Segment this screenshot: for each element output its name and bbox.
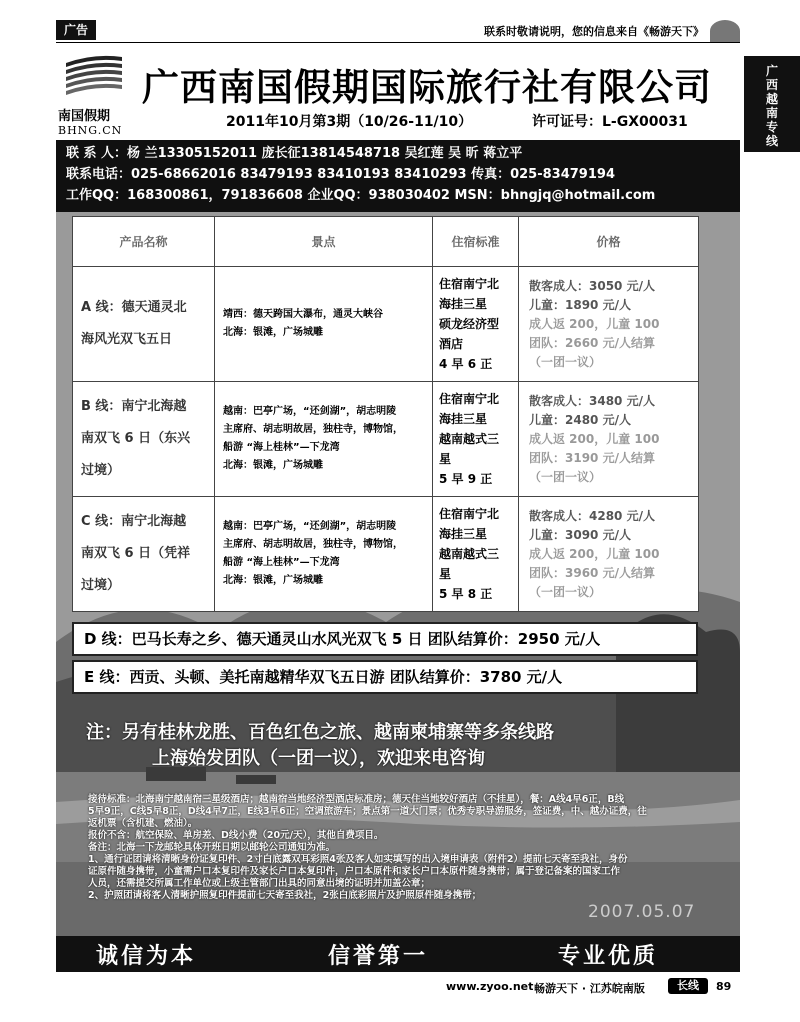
slogan-band	[56, 936, 740, 972]
route-name-line: C 线：南宁北海越	[81, 514, 187, 529]
hotel-line: 酒店	[439, 337, 464, 351]
hotel-line: 星	[439, 452, 452, 466]
contact-qq-msn: 工作QQ：168300861，791836608 企业QQ：938030402 MSN：bhngjq@hotmail.com	[66, 188, 656, 203]
slogan-2: 信誉第一	[328, 944, 429, 969]
route-name-line: 海风光双飞五日	[81, 332, 173, 347]
route-hotel	[433, 497, 519, 612]
hotel-line: 星	[439, 567, 452, 581]
service-info	[88, 794, 688, 902]
header-spots: 景点	[215, 217, 433, 267]
company-logo	[58, 49, 130, 135]
route-name-line: 过境）	[81, 578, 121, 593]
price-adult: 散客成人：3480 元/人	[529, 393, 655, 408]
route-name-line: 过境）	[81, 463, 121, 478]
logo-cn-text: 南国假期	[58, 109, 111, 124]
slogan-3: 专业优质	[558, 944, 659, 969]
price-negotiable: （一团一议）	[529, 584, 602, 599]
photo-date-stamp: 2007.05.07	[588, 902, 696, 922]
route-table	[72, 216, 699, 612]
table-row	[73, 267, 699, 382]
hotel-line: 5 早 8 正	[439, 587, 493, 601]
info-line: 证原件随身携带，小童需户口本复印件及家长户口本复印件，户口本原件和家长户口本原件随身携带；属于登记备案的国家工作	[88, 866, 621, 877]
price-rebate: 成人返 200，儿童 100	[529, 431, 660, 446]
side-tab-label: 越	[765, 92, 778, 106]
hotel-line: 海挂三星	[439, 527, 488, 541]
header	[56, 42, 740, 140]
info-line: 备注：北海一下龙邮轮具体开班日期以邮轮公司通知为准。	[88, 842, 336, 853]
table-header-row	[73, 217, 699, 267]
table-row	[73, 497, 699, 612]
route-name-line: 南双飞 6 日（东兴	[81, 431, 191, 446]
note-line-1: 注：另有桂林龙胜、百色红色之旅、越南柬埔寨等多条线路	[86, 722, 554, 743]
route-hotel	[433, 382, 519, 497]
hotel-line: 5 早 9 正	[439, 472, 493, 486]
info-line: 接待标准：北海南宁越南宿三星级酒店；越南宿当地经济型酒店标准房；德天住当地较好酒店（不挂星），餐：A线4早6正，B线	[88, 794, 625, 805]
footer-magazine: 畅游天下 · 江苏皖南版	[534, 982, 645, 995]
license-number: 许可证号：L-GX00031	[532, 114, 688, 130]
spot-line: 船游 “海上桂林”—下龙湾	[223, 557, 340, 568]
info-line: 1、通行证团请将清晰身份证复印件、2寸白底露双耳彩照4张及客人如实填写的出入境申请表（附件2）提前七天寄至我社，身份	[88, 854, 628, 865]
ad-tag: 广告	[56, 20, 96, 40]
header-hotel: 住宿标准	[433, 217, 519, 267]
hotel-line: 住宿南宁北	[439, 277, 500, 291]
spot-line: 越南：巴亭广场，“还剑湖”，胡志明陵	[223, 521, 397, 532]
footer-badge: 长线	[668, 978, 708, 994]
price-group: 团队：2660 元/人结算	[529, 335, 655, 350]
price-adult: 散客成人：4280 元/人	[529, 508, 655, 523]
hotel-line: 住宿南宁北	[439, 392, 500, 406]
price-negotiable: （一团一议）	[529, 354, 602, 369]
price-child: 儿童：1890 元/人	[529, 297, 631, 312]
main-area	[56, 212, 740, 940]
spot-line: 靖西：德天跨国大瀑布，通灵大峡谷	[223, 309, 383, 320]
spot-line: 北海：银滩，广场城雕	[223, 575, 323, 586]
side-tab-label: 线	[765, 134, 778, 148]
price-child: 儿童：2480 元/人	[529, 412, 631, 427]
route-spots	[215, 497, 433, 612]
header-price: 价格	[519, 217, 699, 267]
top-strip	[56, 20, 740, 42]
spot-line: 北海：银滩，广场城雕	[223, 460, 323, 471]
route-d-bar: D 线：巴马长寿之乡、德天通灵山水风光双飞 5 日 团队结算价：2950 元/人	[72, 622, 698, 656]
route-spots	[215, 382, 433, 497]
info-line: 报价不含：航空保险、单房差、D线小费（20元/天），其他自费项目。	[88, 830, 384, 841]
route-price	[519, 497, 699, 612]
hotel-line: 海挂三星	[439, 297, 488, 311]
spot-line: 北海：银滩，广场城雕	[223, 327, 323, 338]
logo-stripes-icon	[64, 53, 124, 99]
price-negotiable: （一团一议）	[529, 469, 602, 484]
logo-en-text: BHNG.CN	[58, 124, 123, 137]
hotel-line: 越南越式三	[439, 547, 500, 561]
price-group: 团队：3960 元/人结算	[529, 565, 655, 580]
hotel-line: 住宿南宁北	[439, 507, 500, 521]
route-name	[73, 267, 215, 382]
route-spots	[215, 267, 433, 382]
route-name	[73, 497, 215, 612]
spot-line: 主席府、胡志明故居，独柱寺，博物馆，	[223, 539, 403, 550]
contact-band	[56, 140, 740, 212]
issue-line: 2011年10月第3期（10/26-11/10）	[226, 114, 473, 130]
header-product: 产品名称	[73, 217, 215, 267]
side-tab-label: 广	[765, 64, 778, 78]
info-line: 返机票（含机建、燃油）。	[88, 818, 198, 829]
slogan-1: 诚信为本	[96, 944, 197, 969]
spot-line: 主席府、胡志明故居，独柱寺，博物馆，	[223, 424, 403, 435]
side-tab-label: 西	[765, 78, 778, 92]
footer-url[interactable]: www.zyoo.net	[446, 980, 534, 993]
price-group: 团队：3190 元/人结算	[529, 450, 655, 465]
side-tab-label: 南	[765, 106, 778, 120]
info-line: 5早9正，C线5早8正，D线4早7正，E线3早6正；空调旅游车；景点第一道大门票；优秀专职导游服务，签证费，中、越办证费，往	[88, 806, 647, 817]
note-line-2: 上海始发团队（一团一议），欢迎来电咨询	[152, 748, 485, 769]
price-rebate: 成人返 200，儿童 100	[529, 546, 660, 561]
contact-phones: 联系电话：025-68662016 83479193 83410193 83410293 传真：025-83479194	[66, 167, 615, 182]
price-rebate: 成人返 200，儿童 100	[529, 316, 660, 331]
spot-line: 越南：巴亭广场，“还剑湖”，胡志明陵	[223, 406, 397, 417]
route-price	[519, 267, 699, 382]
price-adult: 散客成人：3050 元/人	[529, 278, 655, 293]
price-child: 儿童：3090 元/人	[529, 527, 631, 542]
route-hotel	[433, 267, 519, 382]
spot-line: 船游 “海上桂林”—下龙湾	[223, 442, 340, 453]
hotel-line: 硕龙经济型	[439, 317, 500, 331]
side-tab-label: 专	[765, 120, 778, 134]
route-price	[519, 382, 699, 497]
page-number: 89	[716, 980, 732, 993]
contact-persons: 联 系 人：杨 兰13305152011 庞长征13814548718 吴红莲 吴 昕 蒋立平	[66, 146, 523, 161]
table-row	[73, 382, 699, 497]
route-name-line: 南双飞 6 日（凭祥	[81, 546, 191, 561]
hotel-line: 越南越式三	[439, 432, 500, 446]
info-line: 人员，还需提交所属工作单位或上级主管部门出具的同意出境的证明并加盖公章；	[88, 878, 431, 889]
side-tab-vietnam-line	[744, 56, 800, 152]
magazine-logo-icon	[710, 20, 740, 42]
page-footer	[56, 978, 740, 998]
company-name: 广西南国假期国际旅行社有限公司	[142, 66, 712, 109]
route-name-line: B 线：南宁北海越	[81, 399, 187, 414]
hotel-line: 4 早 6 正	[439, 357, 493, 371]
info-line: 2、护照团请将客人清晰护照复印件提前七天寄至我社，2张白底彩照片及护照原件随身携带；	[88, 890, 482, 901]
route-e-bar: E 线：西贡、头顿、美托南越精华双飞五日游 团队结算价：3780 元/人	[72, 660, 698, 694]
top-note: 联系时敬请说明，您的信息来自《畅游天下》	[484, 25, 704, 38]
route-name	[73, 382, 215, 497]
hotel-line: 海挂三星	[439, 412, 488, 426]
route-name-line: A 线：德天通灵北	[81, 300, 187, 315]
